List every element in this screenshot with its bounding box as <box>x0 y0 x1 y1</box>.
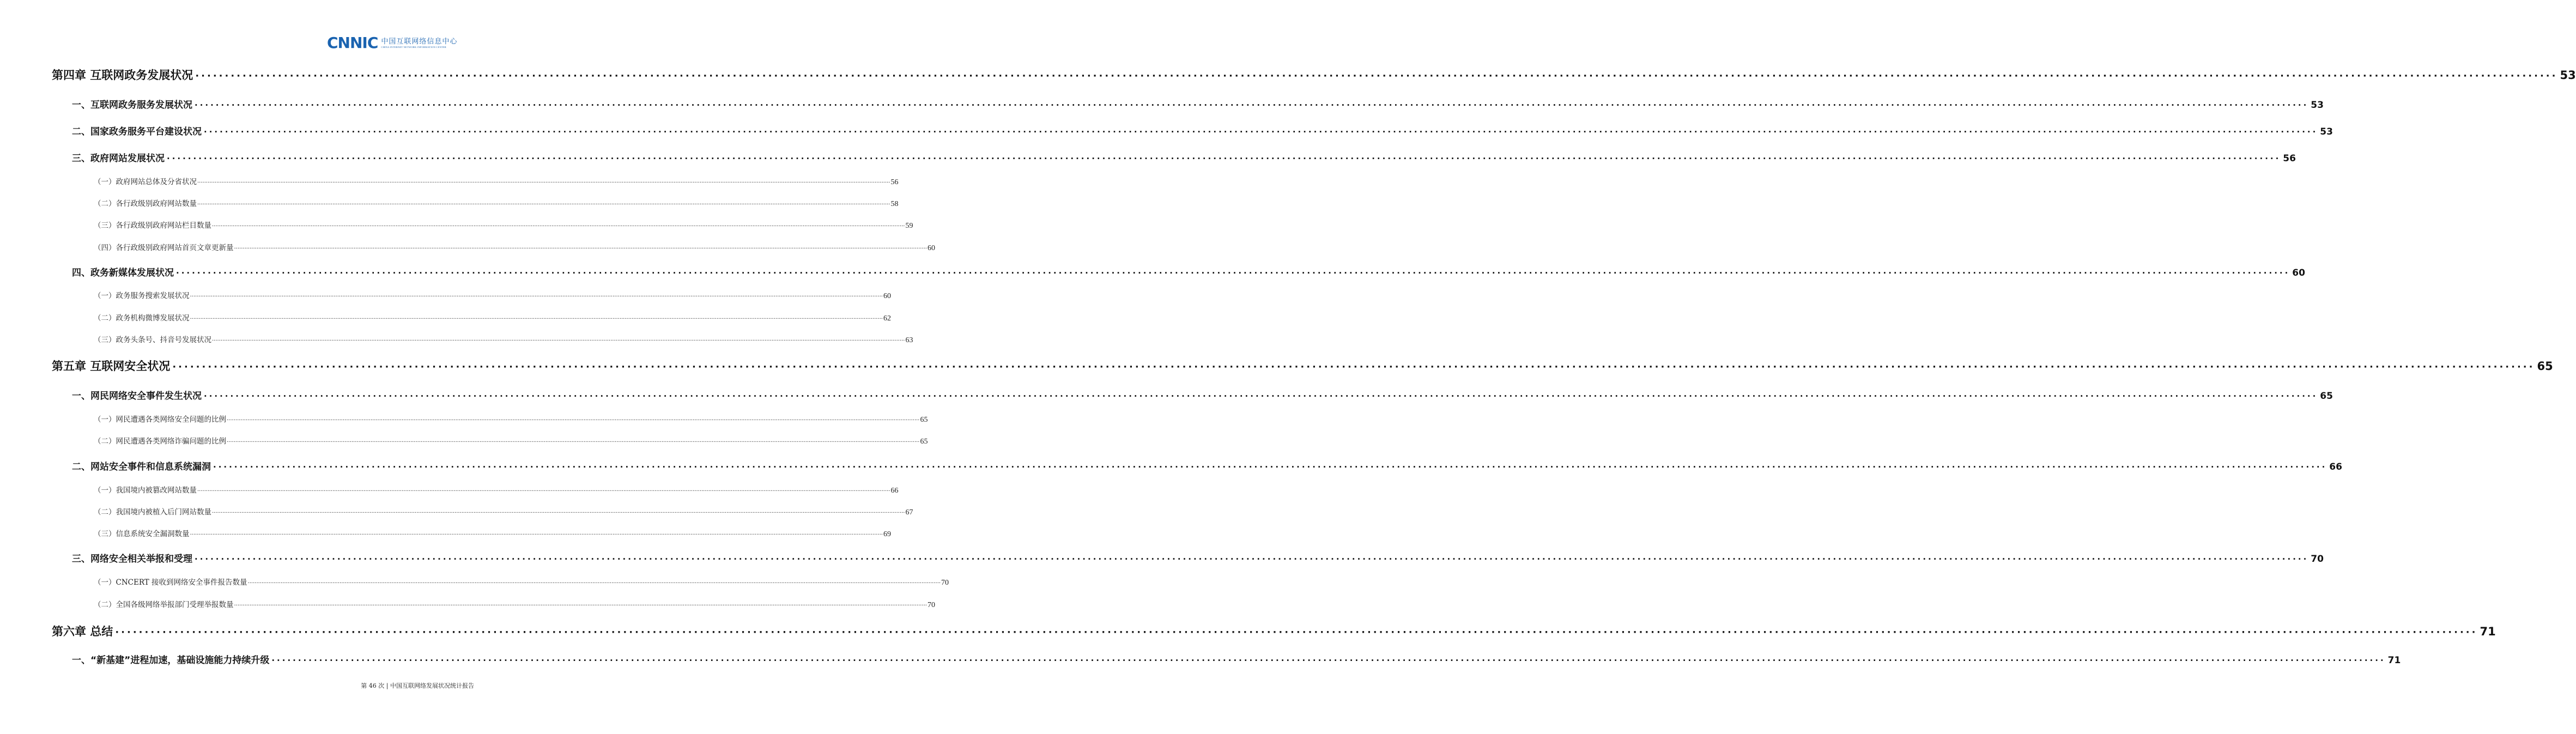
toc-entry-title: 一、互联网政务服务发展状况 <box>72 100 192 111</box>
toc-leader-dots: ················································································································································································································································································································································································································ <box>212 338 905 344</box>
toc-page-number: 53 <box>2311 100 2324 111</box>
toc-section-entry[interactable] <box>72 265 2305 278</box>
toc-leader-dots: ················································································································································································································································································································································································································ <box>197 180 890 186</box>
toc-page-number: 53 <box>2560 69 2576 82</box>
toc-leader-dots: ················································································································································································································································································································································································································ <box>195 100 2309 110</box>
toc-page-number: 67 <box>905 508 913 517</box>
toc-entry-title: （一）网民遭遇各类网络安全问题的比例 <box>94 415 226 424</box>
toc-leader-dots: ················································································································································································································································································································································································································ <box>190 294 883 300</box>
toc-chapter-entry[interactable] <box>52 623 2496 639</box>
toc-page-number: 66 <box>890 487 899 495</box>
toc-page-number: 65 <box>2537 360 2553 373</box>
toc-entry-title: 四、政务新媒体发展状况 <box>72 268 174 278</box>
toc-leader-dots: ················································································································································································································································································································································································································ <box>227 417 920 423</box>
toc-page-number: 71 <box>2480 625 2496 638</box>
toc-entry-title: （二）各行政级别政府网站数量 <box>94 199 197 208</box>
toc-entry-title: 一、网民网络安全事件发生状况 <box>72 391 202 402</box>
toc-entry-title: （一）政府网站总体及分省状况 <box>94 178 197 186</box>
toc-leader-dots: ················································································································································································································································································································································································································ <box>197 202 890 208</box>
toc-leader-dots: ················································································································································································································································································································································································································ <box>195 554 2309 564</box>
toc-entry-title: （二）政务机构微博发展状况 <box>94 314 190 323</box>
toc-section-entry[interactable] <box>72 97 2324 111</box>
toc-leader-dots: ················································································································································································································································································································································································································ <box>234 246 927 252</box>
toc-subsection-entry[interactable] <box>94 598 935 610</box>
toc-entry-title: （二）网民遭遇各类网络诈骗问题的比例 <box>94 437 226 446</box>
toc-page-number: 60 <box>883 292 891 300</box>
toc-leader-dots: ················································································································································································································································································································································································································ <box>190 532 883 538</box>
toc-leader-dots: ················································································································································································································································································································································································································ <box>204 127 2318 137</box>
toc-entry-title: （二）全国各级网络举报部门受理举报数量 <box>94 600 234 609</box>
toc-page-number: 60 <box>2292 268 2305 278</box>
toc-entry-title: 一、“新基建”进程加速，基础设施能力持续升级 <box>72 655 270 666</box>
toc-page-number: 63 <box>905 336 913 344</box>
toc-subsection-entry[interactable] <box>94 576 949 587</box>
toc-page-number: 59 <box>905 222 913 230</box>
toc-leader-dots: ················································································································································································································································································································································································································ <box>247 580 941 586</box>
toc-page-number: 70 <box>941 579 949 587</box>
toc-entry-title: （一）政务服务搜索发展状况 <box>94 292 190 300</box>
toc-page-number: 69 <box>883 530 891 538</box>
toc-entry-title: （四）各行政级别政府网站首页文章更新量 <box>94 244 234 252</box>
toc-page-number: 65 <box>2320 391 2333 402</box>
toc-entry-title: 二、国家政务服务平台建设状况 <box>72 126 202 137</box>
toc-page-number: 62 <box>883 314 891 323</box>
toc-page-number: 60 <box>927 244 935 252</box>
toc-section-entry[interactable] <box>72 459 2342 472</box>
toc-section-entry[interactable] <box>72 150 2296 164</box>
toc-page-number: 65 <box>920 438 928 446</box>
toc-entry-title: 第六章 总结 <box>52 625 113 638</box>
toc-leader-dots: ················································································································································································································································································································································································································ <box>190 316 883 322</box>
toc-subsection-entry[interactable] <box>94 312 891 323</box>
toc-leader-dots: ················································································································································································································································································································································································································ <box>204 391 2318 401</box>
toc-page-number: 58 <box>890 200 899 208</box>
toc-leader-dots: ················································································································································································································································································································································································································ <box>115 627 2478 638</box>
toc-entry-title: 第五章 互联网安全状况 <box>52 360 171 373</box>
toc-subsection-entry[interactable] <box>94 175 899 187</box>
toc-subsection-entry[interactable] <box>94 241 935 253</box>
toc-entry-title: 二、网站安全事件和信息系统漏洞 <box>72 462 211 472</box>
page-footer: 第 46 次 | 中国互联网络发展状况统计报告 <box>361 682 474 689</box>
toc-entry-title: 三、政府网站发展状况 <box>72 153 165 164</box>
toc-entry-title: 三、网络安全相关举报和受理 <box>72 554 192 565</box>
toc-subsection-entry[interactable] <box>94 435 928 446</box>
toc-entry-title: （一）我国境内被篡改网站数量 <box>94 486 197 495</box>
toc-subsection-entry[interactable] <box>94 289 891 301</box>
toc-leader-dots: ················································································································································································································································································································································································································ <box>195 70 2558 82</box>
toc-subsection-entry[interactable] <box>94 527 891 539</box>
toc-page-number: 70 <box>2311 554 2324 565</box>
toc-leader-dots: ················································································································································································································································································································································································································ <box>227 439 920 445</box>
toc-subsection-entry[interactable] <box>94 484 899 495</box>
toc-leader-dots: ················································································································································································································································································································································································································ <box>213 462 2328 472</box>
toc-section-entry[interactable] <box>72 551 2324 565</box>
toc-page-number: 70 <box>927 601 935 609</box>
toc-entry-title: （一）CNCERT 接收到网络安全事件报告数量 <box>94 578 247 587</box>
toc-page-number: 65 <box>920 416 928 424</box>
toc-section-entry[interactable] <box>72 388 2333 402</box>
toc-entry-title: （三）政务头条号、抖音号发展状况 <box>94 336 211 344</box>
toc-page-number: 56 <box>2283 153 2296 164</box>
toc-section-entry[interactable] <box>72 652 2401 666</box>
toc-entry-title: （二）我国境内被植入后门网站数量 <box>94 508 211 517</box>
toc-leader-dots: ················································································································································································································································································································································································································ <box>271 656 2386 665</box>
toc-leader-dots: ················································································································································································································································································································································································································ <box>176 268 2290 278</box>
toc-entry-title: 第四章 互联网政务发展状况 <box>52 69 193 82</box>
toc-leader-dots: ················································································································································································································································································································································································································ <box>167 154 2281 163</box>
toc-chapter-entry[interactable] <box>52 357 2553 374</box>
toc-leader-dots: ················································································································································································································································································································································································································ <box>172 361 2535 373</box>
logo-chinese-name: 中国互联网络信息中心 <box>381 37 458 46</box>
toc-subsection-entry[interactable] <box>94 333 913 345</box>
toc-section-entry[interactable] <box>72 124 2333 137</box>
logo-english-name: CHINA INTERNET NETWORK INFORMATION CENTER <box>381 45 447 48</box>
toc-subsection-entry[interactable] <box>94 219 913 230</box>
toc-leader-dots: ················································································································································································································································································································································································································ <box>197 488 890 494</box>
toc-subsection-entry[interactable] <box>94 506 913 517</box>
toc-leader-dots: ················································································································································································································································································································································································································ <box>212 510 905 516</box>
logo-mark: CNNIC <box>327 34 378 52</box>
toc-page-number: 66 <box>2329 462 2342 472</box>
toc-chapter-entry[interactable] <box>52 66 2576 83</box>
toc-leader-dots: ················································································································································································································································································································································································································ <box>212 223 905 229</box>
toc-subsection-entry[interactable] <box>94 413 928 424</box>
toc-subsection-entry[interactable] <box>94 197 899 209</box>
toc-entry-title: （三）信息系统安全漏洞数量 <box>94 530 190 538</box>
toc-entry-title: （三）各行政级别政府网站栏目数量 <box>94 221 211 230</box>
toc-page-number: 71 <box>2387 655 2401 666</box>
toc-page-number: 56 <box>890 178 899 186</box>
toc-leader-dots: ················································································································································································································································································································································································································ <box>234 603 927 609</box>
toc-page-number: 53 <box>2320 126 2333 137</box>
